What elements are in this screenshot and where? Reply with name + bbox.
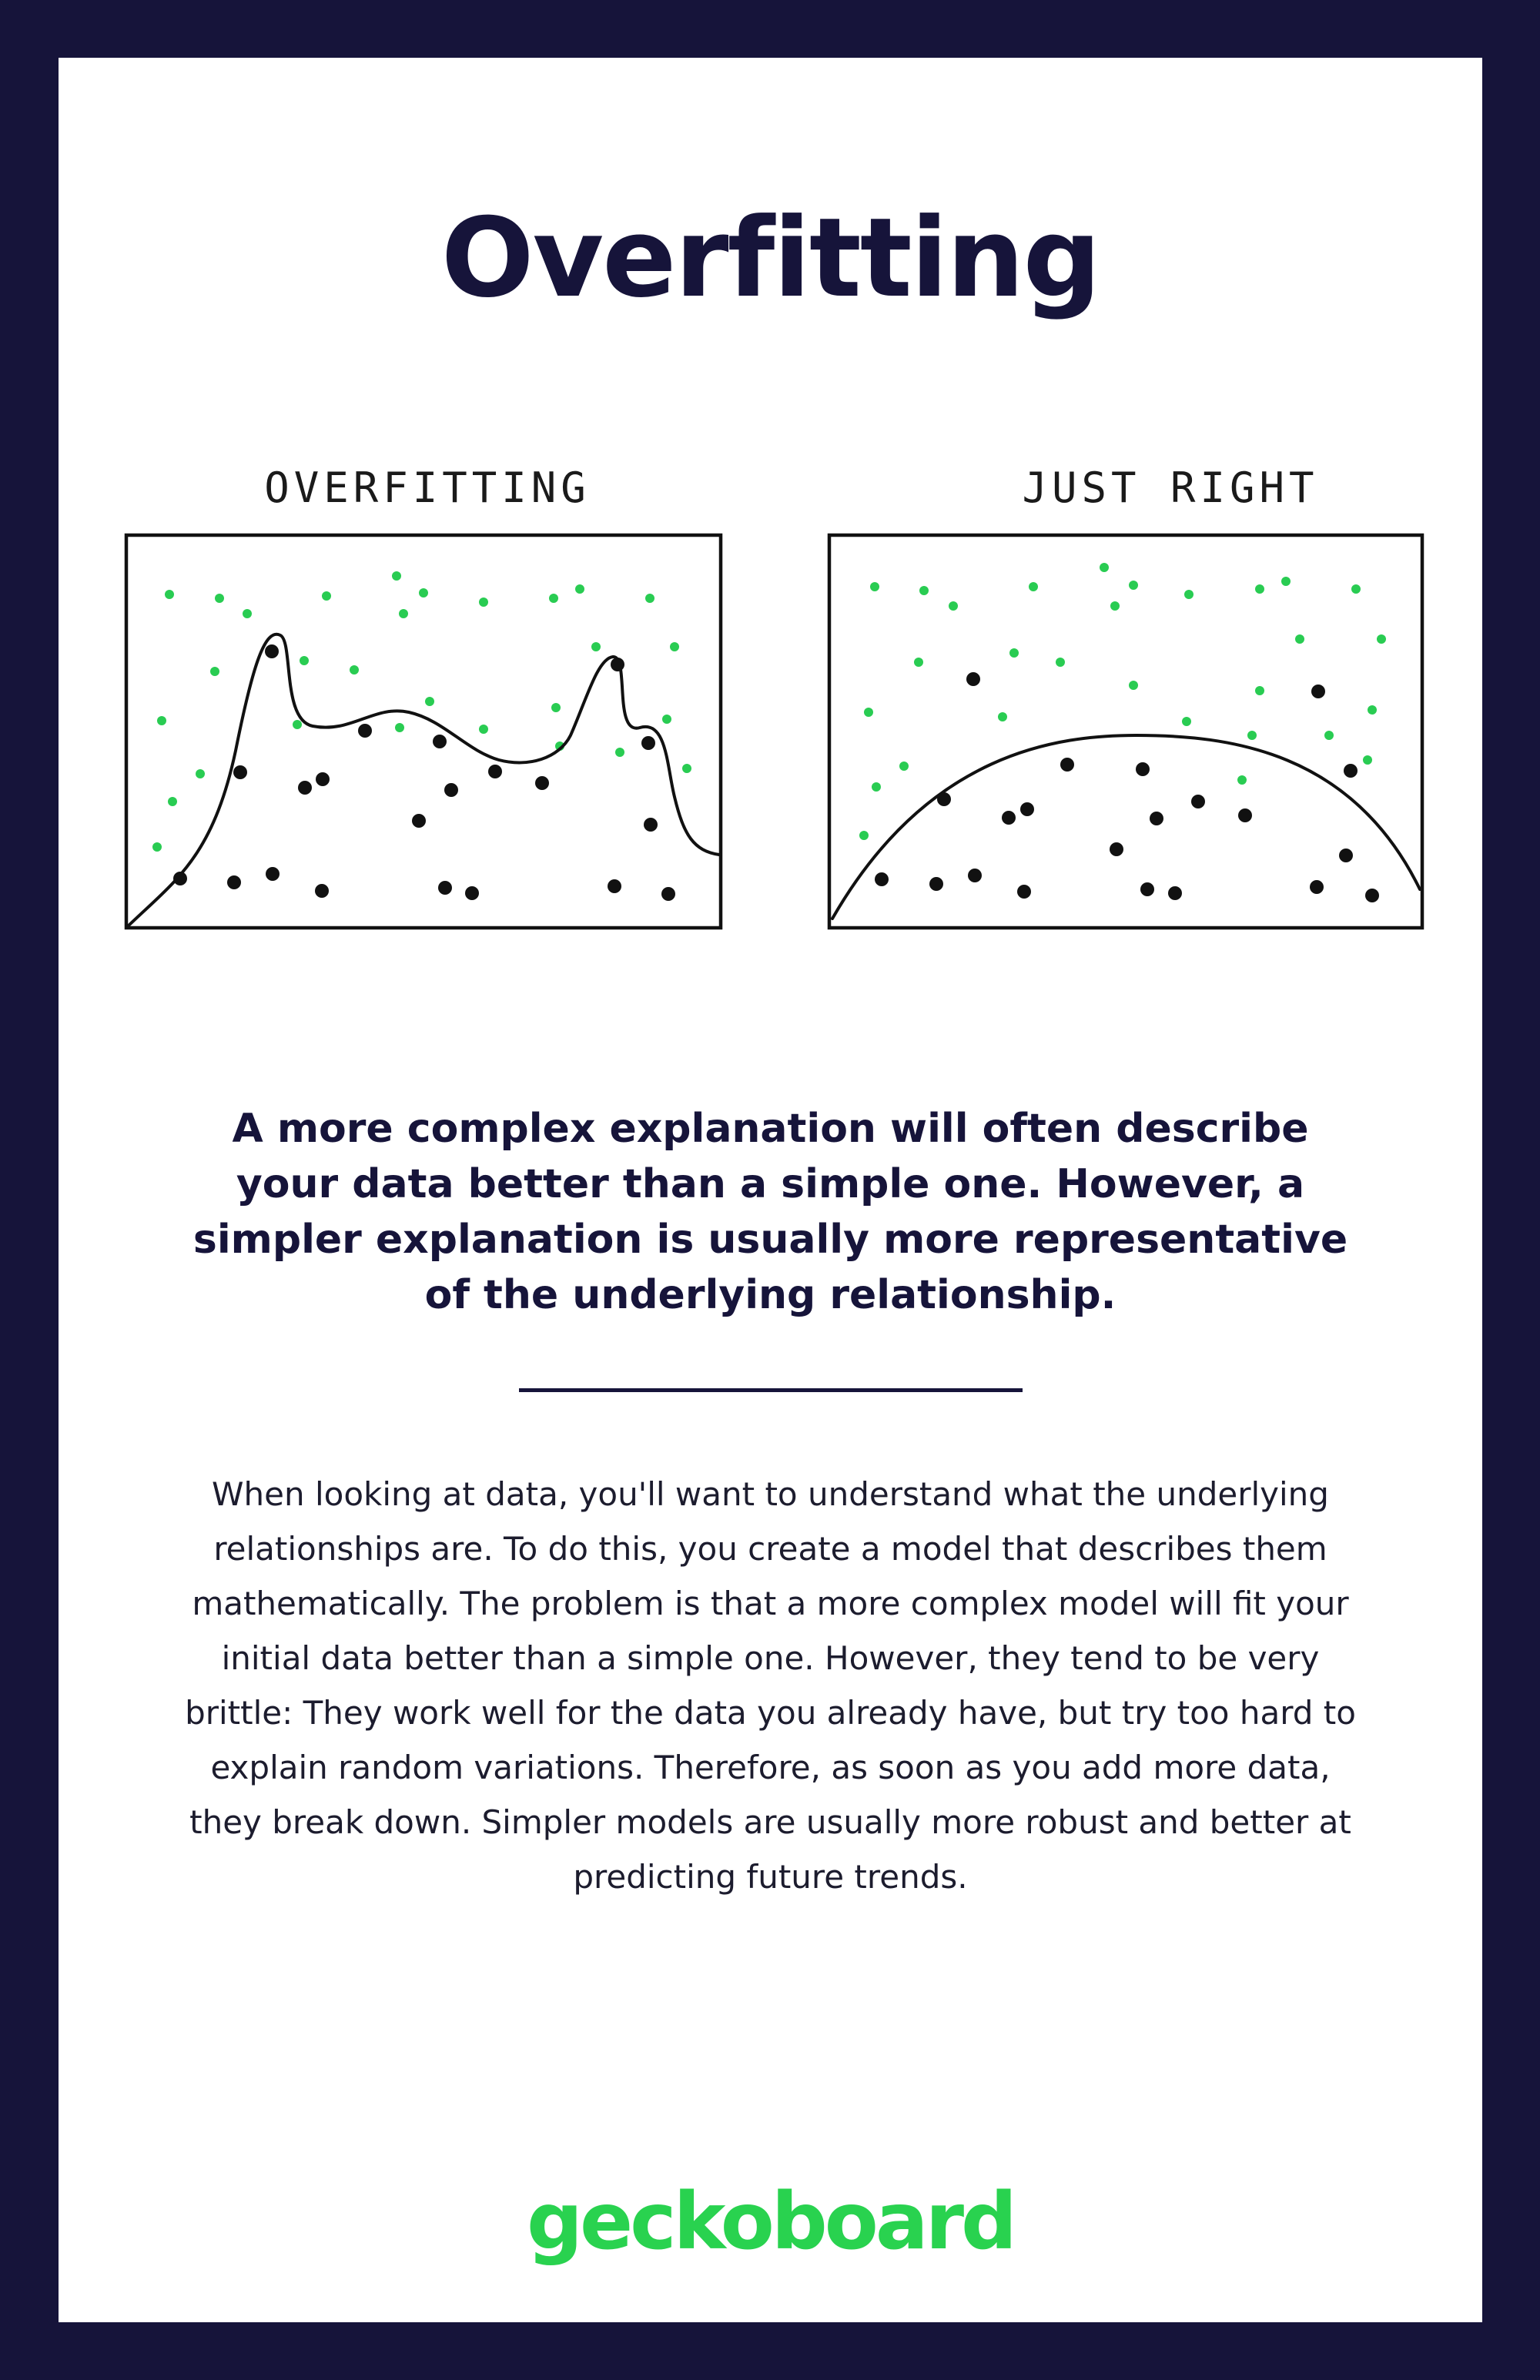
just-right-curve (832, 735, 1420, 919)
panel-overfitting (126, 464, 721, 928)
black-dots-overfitting (173, 644, 675, 901)
panel-label-overfitting: OVERFITTING (264, 464, 591, 512)
geckoboard-logo: geckoboard (526, 2176, 1015, 2268)
panel-just-right (829, 464, 1422, 928)
overfit-curve (128, 634, 719, 926)
divider (519, 1388, 1023, 1392)
page-title: Overfitting (440, 195, 1100, 322)
lead-paragraph: A more complex explanation will often describe your data better than a simple one. However, a simpler explanation is usually more representative of the underlying relationship. (192, 1106, 1348, 1318)
green-dots-overfitting (152, 571, 691, 852)
illustration (59, 397, 1482, 982)
panel-label-just-right: JUST RIGHT (1022, 464, 1319, 512)
panel-frame-just-right (829, 535, 1422, 928)
body-paragraph: When looking at data, you'll want to understand what the underlying relationships are. To do this, you create a model that describes them mathematically. The problem is that a more complex model will fit your initial data better than a simple one. However, they tend to be very brittle: They work well for the data you already have, but try too hard to explain random variations. Therefore, as soon as you add more data, they break down. Simpler models are usually more robust and better at predicting future trends. (185, 1475, 1356, 1896)
card (59, 58, 1482, 2322)
